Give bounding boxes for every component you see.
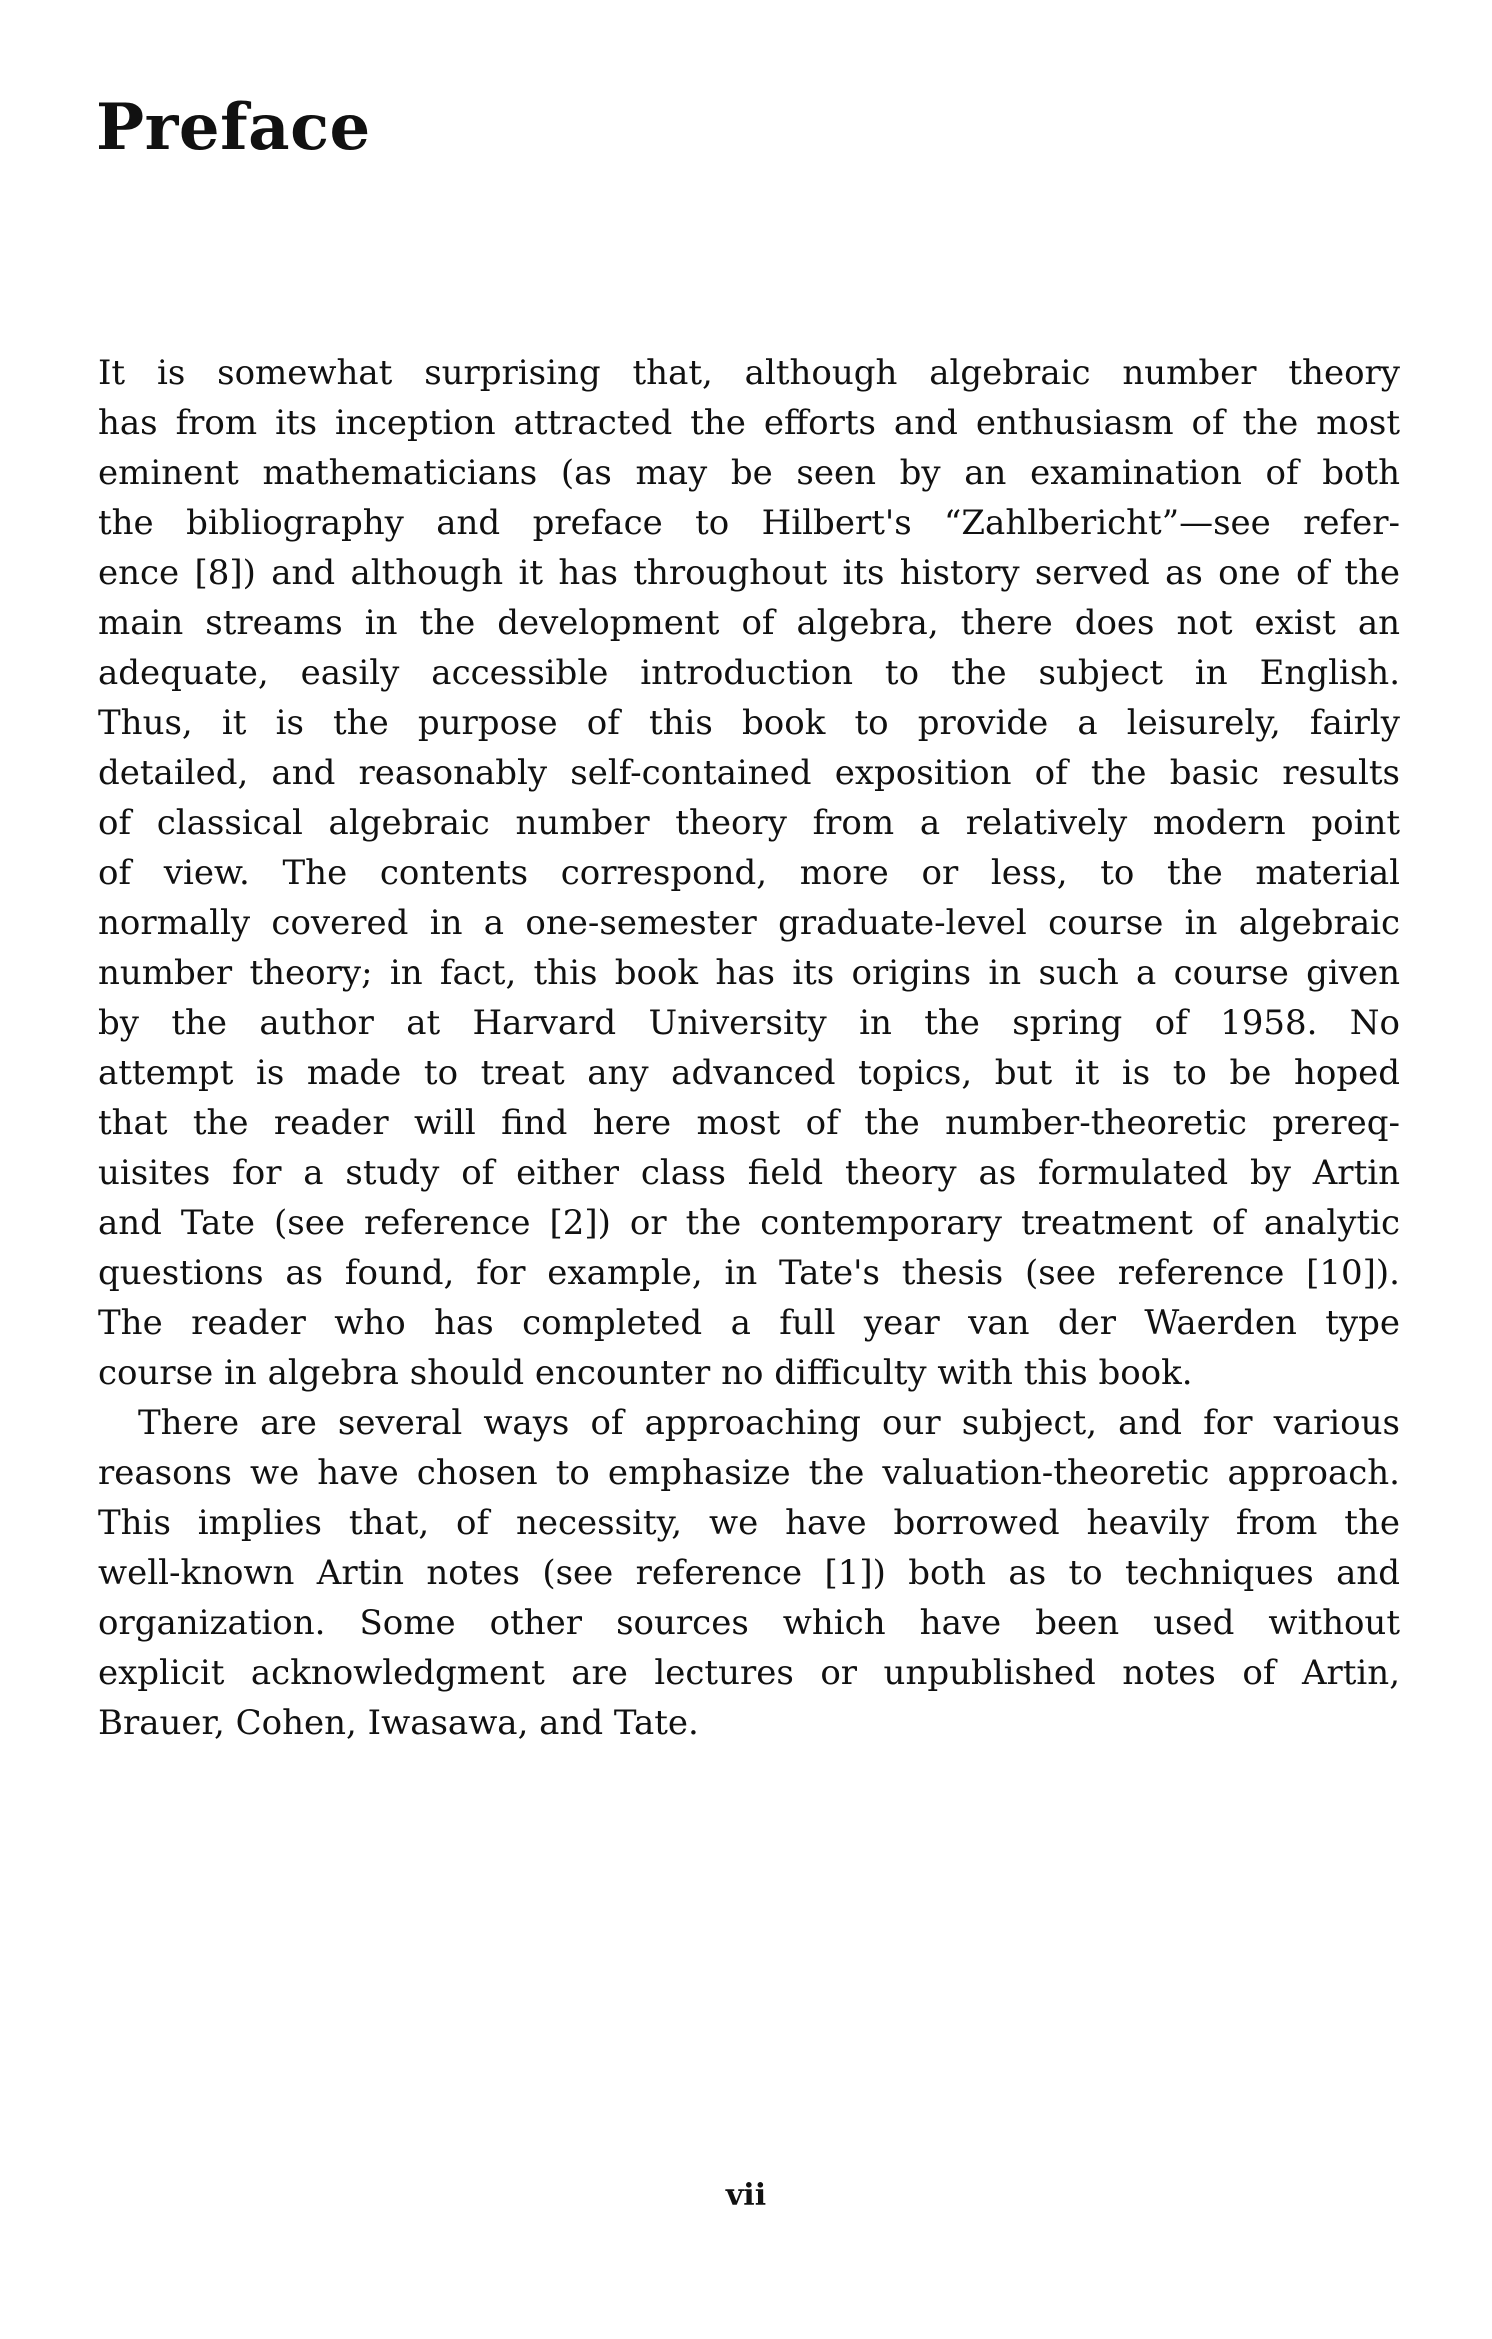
- text-line: organization. Some other sources which have been used without: [98, 1603, 1400, 1643]
- text-line: uisites for a study of either class field theory as formulated by Artin: [98, 1153, 1400, 1193]
- text-line: This implies that, of necessity, we have borrowed heavily from the: [98, 1503, 1400, 1543]
- text-line: of view. The contents correspond, more or less, to the material: [98, 853, 1400, 893]
- paragraph-2: [98, 1398, 1400, 1748]
- text-line: normally covered in a one-semester graduate-level course in algebraic: [98, 903, 1400, 943]
- text-line: Thus, it is the purpose of this book to provide a leisurely, fairly: [98, 703, 1400, 743]
- text-line: ence [8]) and although it has throughout its history served as one of the: [98, 553, 1400, 593]
- text-line: the bibliography and preface to Hilbert's “Zahlbericht”—see refer-: [98, 503, 1400, 543]
- paragraph-1: [98, 348, 1400, 1398]
- text-line: number theory; in fact, this book has its origins in such a course given: [98, 953, 1400, 993]
- text-line: attempt is made to treat any advanced topics, but it is to be hoped: [98, 1053, 1400, 1093]
- text-line: by the author at Harvard University in the spring of 1958. No: [98, 1003, 1400, 1043]
- text-line: detailed, and reasonably self-contained exposition of the basic results: [98, 753, 1400, 793]
- text-line: that the reader will find here most of the number-theoretic prereq-: [98, 1103, 1400, 1143]
- text-line: course in algebra should encounter no difficulty with this book.: [98, 1353, 1193, 1393]
- text-line: There are several ways of approaching our subject, and for various: [138, 1403, 1400, 1443]
- text-line: The reader who has completed a full year van der Waerden type: [98, 1303, 1400, 1343]
- text-line: Brauer, Cohen, Iwasawa, and Tate.: [98, 1703, 699, 1743]
- text-line: questions as found, for example, in Tate's thesis (see reference [10]).: [98, 1253, 1400, 1293]
- text-line: It is somewhat surprising that, although algebraic number theory: [98, 353, 1400, 393]
- page-number: vii: [725, 2178, 767, 2213]
- page-title: Preface: [96, 90, 371, 165]
- text-line: explicit acknowledgment are lectures or unpublished notes of Artin,: [98, 1653, 1400, 1693]
- text-line: reasons we have chosen to emphasize the valuation-theoretic approach.: [98, 1453, 1400, 1493]
- text-line: has from its inception attracted the efforts and enthusiasm of the most: [98, 403, 1400, 443]
- text-line: main streams in the development of algebra, there does not exist an: [98, 603, 1400, 643]
- text-line: and Tate (see reference [2]) or the contemporary treatment of analytic: [98, 1203, 1400, 1243]
- text-line: of classical algebraic number theory from a relatively modern point: [98, 803, 1400, 843]
- text-line: eminent mathematicians (as may be seen by an examination of both: [98, 453, 1400, 493]
- preface-body: [98, 348, 1400, 1748]
- text-line: adequate, easily accessible introduction to the subject in English.: [98, 653, 1400, 693]
- text-line: well-known Artin notes (see reference [1]) both as to techniques and: [98, 1553, 1400, 1593]
